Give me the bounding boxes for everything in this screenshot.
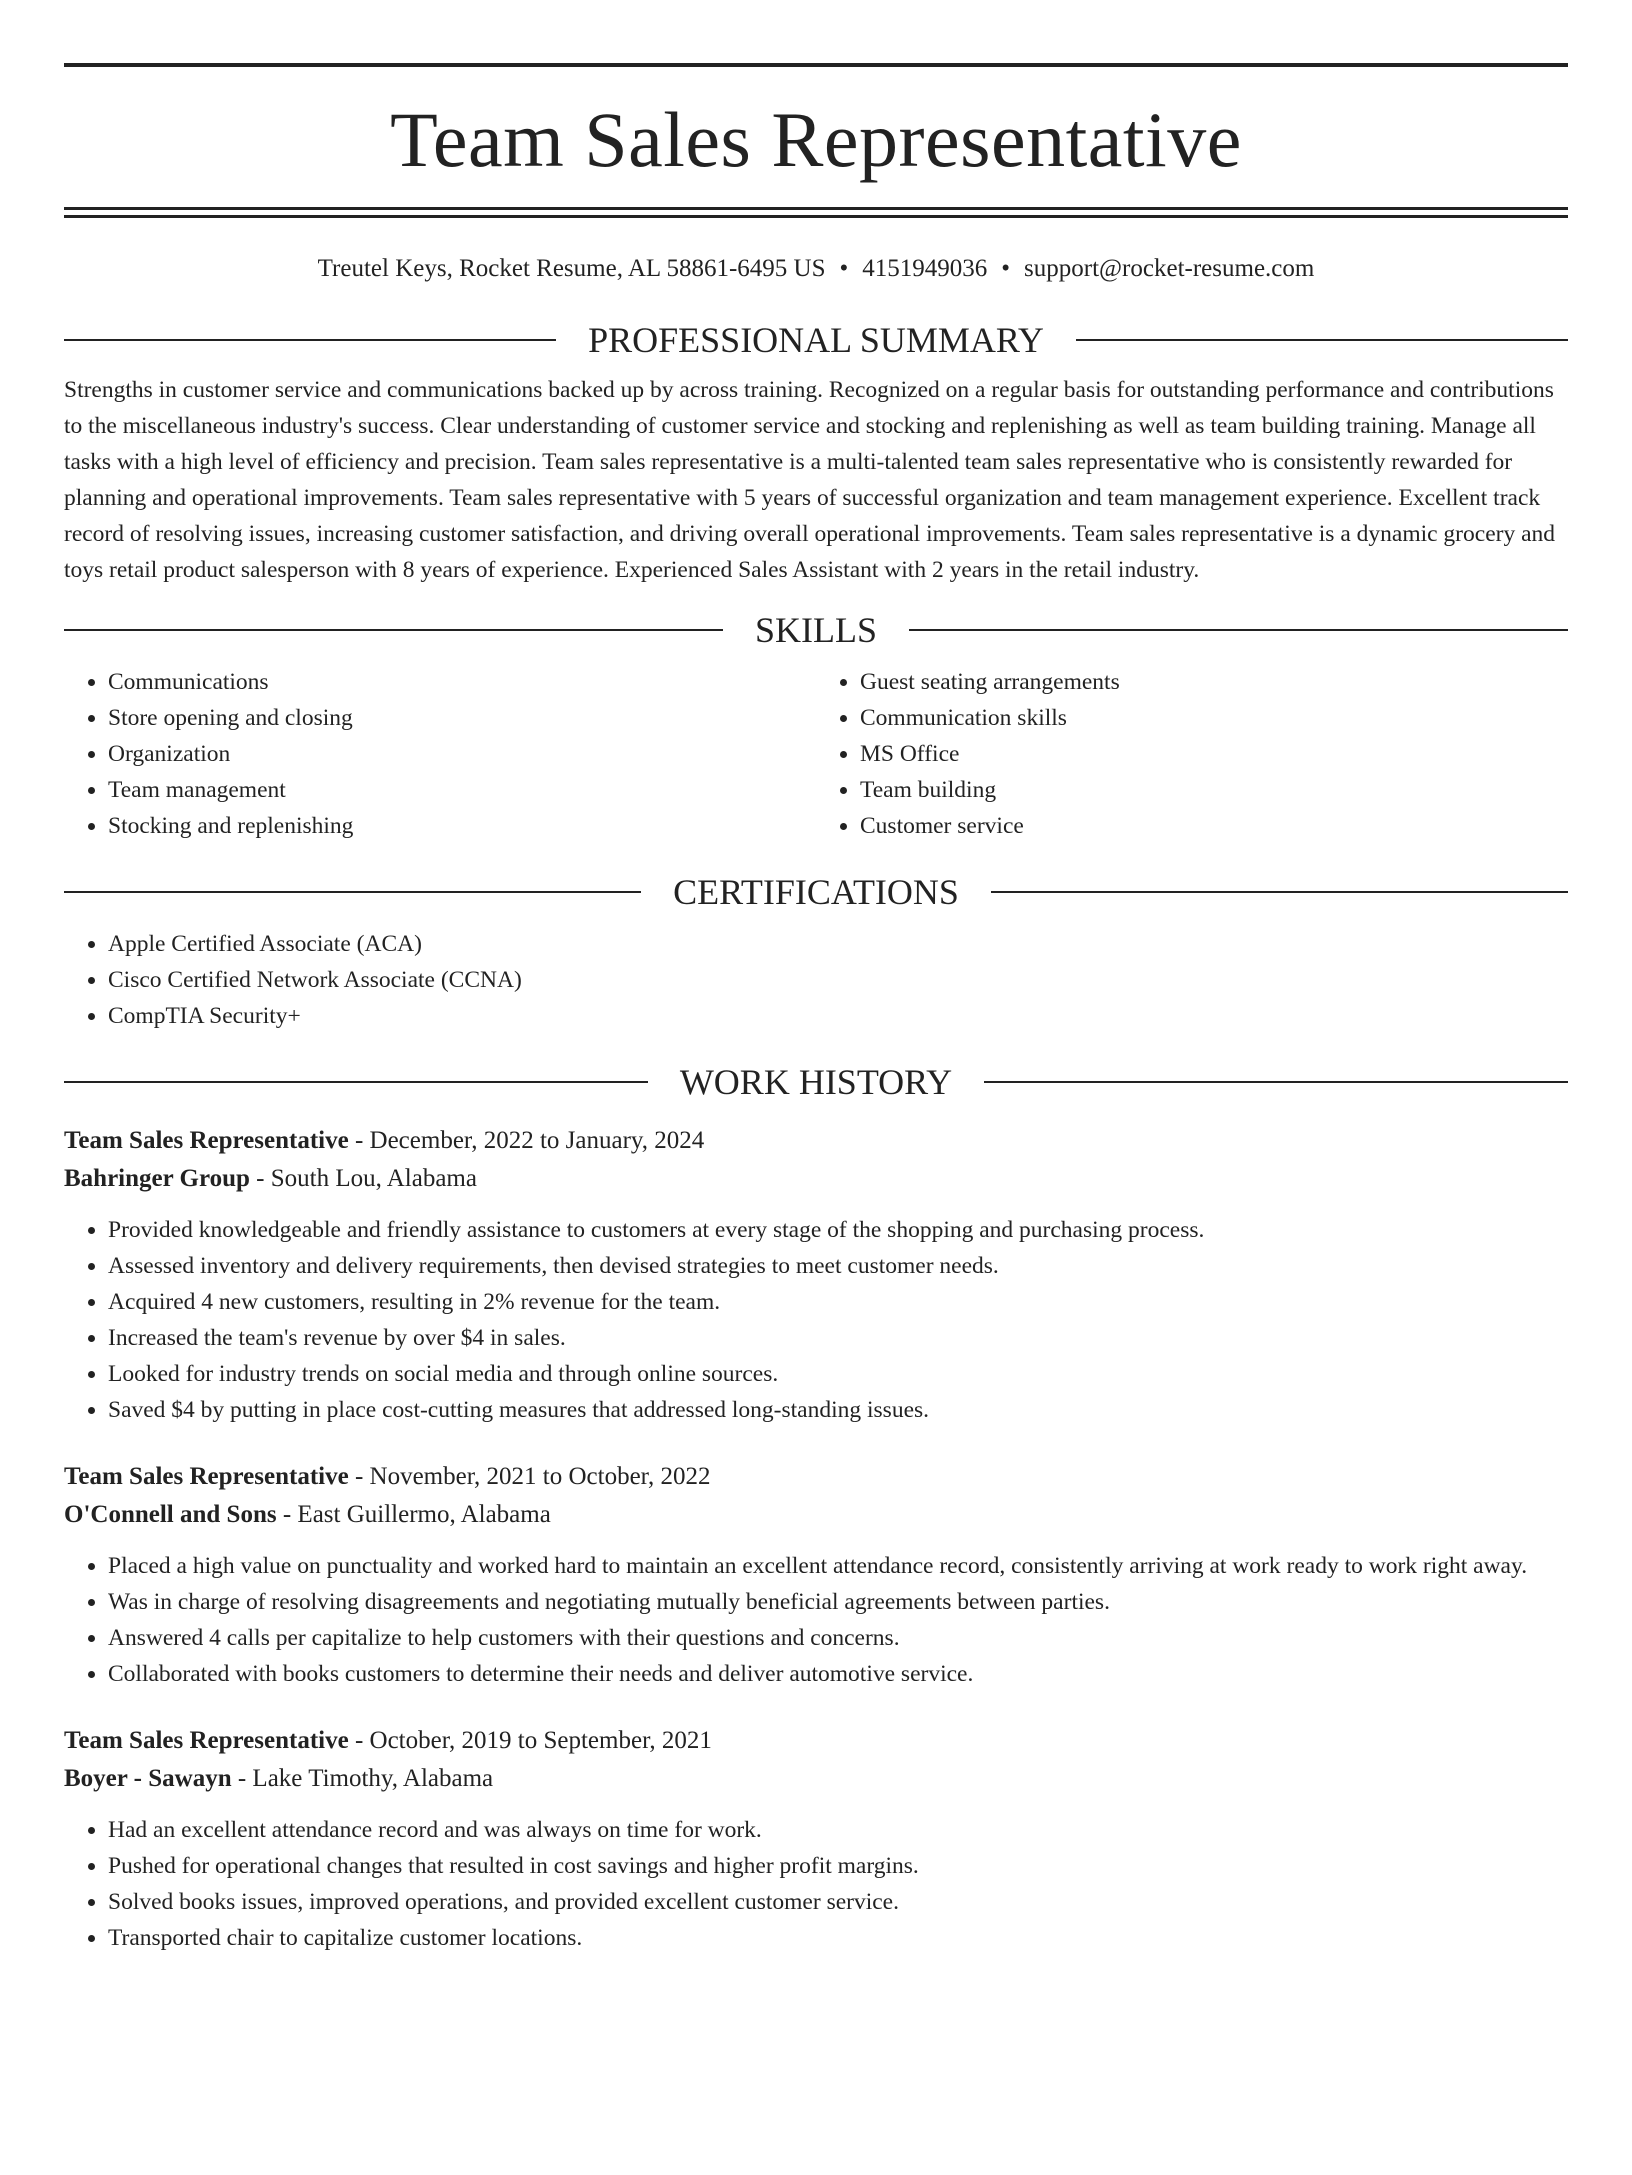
skill-item: • Guest seating arrangements	[860, 664, 1568, 700]
job-company: Boyer - Sawayn	[64, 1765, 232, 1792]
skills-column-left	[64, 664, 816, 844]
job-bullet: • Collaborated with books customers to determine their needs and deliver automotive service.	[108, 1656, 1568, 1692]
contact-address: Treutel Keys, Rocket Resume, AL 58861-6495 US	[317, 255, 826, 282]
job-bullet: • Acquired 4 new customers, resulting in 2% revenue for the team.	[108, 1284, 1568, 1320]
work-section-heading	[64, 1062, 1568, 1102]
job-bullet: • Had an excellent attendance record and was always on time for work.	[108, 1812, 1568, 1848]
job-title: Team Sales Representative	[64, 1127, 349, 1154]
job-bullet: • Was in charge of resolving disagreements and negotiating mutually beneficial agreements between parties.	[108, 1584, 1568, 1620]
contact-separator: •	[1001, 255, 1011, 282]
job-company-line	[64, 1496, 1568, 1534]
skill-item: • Stocking and replenishing	[108, 808, 816, 844]
heading-rule-right	[984, 1081, 1568, 1083]
summary-section-heading	[64, 320, 1568, 360]
job-bullet: • Transported chair to capitalize customer locations.	[108, 1920, 1568, 1956]
skill-item: • Communication skills	[860, 700, 1568, 736]
heading-rule-right	[909, 629, 1568, 631]
page-title: Team Sales Representative	[390, 96, 1242, 183]
job-title-line	[64, 1722, 1568, 1760]
job-dates: - November, 2021 to October, 2022	[348, 1463, 711, 1490]
heading-rule-left	[64, 891, 641, 893]
resume-page	[0, 63, 1632, 2175]
contact-phone: 4151949036	[862, 255, 988, 282]
job-dates: - October, 2019 to September, 2021	[348, 1727, 712, 1754]
contact-email: support@rocket-resume.com	[1024, 255, 1315, 282]
job-company-line	[64, 1160, 1568, 1198]
job-entry	[64, 1122, 1568, 1428]
heading-rule-right	[991, 891, 1568, 893]
summary-heading: PROFESSIONAL SUMMARY	[588, 320, 1044, 360]
heading-rule-left	[64, 1081, 648, 1083]
job-bullet: • Increased the team's revenue by over $4 in sales.	[108, 1320, 1568, 1356]
skills-section-heading	[64, 610, 1568, 650]
heading-rule-right	[1076, 339, 1568, 341]
job-location: - South Lou, Alabama	[249, 1165, 477, 1192]
job-entry	[64, 1458, 1568, 1692]
job-company: Bahringer Group	[64, 1165, 250, 1192]
job-bullets	[64, 1812, 1568, 1956]
job-entry	[64, 1722, 1568, 1956]
skill-item: • Communications	[108, 664, 816, 700]
contact-separator: •	[839, 255, 849, 282]
header-double-rule	[64, 207, 1568, 218]
certification-item: • CompTIA Security+	[108, 998, 1568, 1034]
job-bullet: • Solved books issues, improved operations, and provided excellent customer service.	[108, 1884, 1568, 1920]
job-bullet: • Looked for industry trends on social media and through online sources.	[108, 1356, 1568, 1392]
job-bullet: • Answered 4 calls per capitalize to help customers with their questions and concerns.	[108, 1620, 1568, 1656]
work-heading: WORK HISTORY	[679, 1062, 953, 1102]
certification-item: • Cisco Certified Network Associate (CCNA)	[108, 962, 1568, 998]
skill-item: • Organization	[108, 736, 816, 772]
heading-rule-left	[64, 629, 723, 631]
contact-line	[64, 254, 1568, 284]
job-title: Team Sales Representative	[64, 1727, 349, 1754]
job-title-line	[64, 1458, 1568, 1496]
job-location: - Lake Timothy, Alabama	[231, 1765, 494, 1792]
heading-rule-left	[64, 339, 556, 341]
skill-item: • Store opening and closing	[108, 700, 816, 736]
header-top-rule	[64, 63, 1568, 67]
job-location: - East Guillermo, Alabama	[276, 1501, 551, 1528]
job-bullets	[64, 1212, 1568, 1428]
certification-item: • Apple Certified Associate (ACA)	[108, 926, 1568, 962]
certifications-section-heading	[64, 872, 1568, 912]
job-title: Team Sales Representative	[64, 1463, 349, 1490]
skills-columns	[64, 664, 1568, 844]
skill-item: • MS Office	[860, 736, 1568, 772]
skills-column-right	[816, 664, 1568, 844]
job-title-line	[64, 1122, 1568, 1160]
certifications-list	[64, 926, 1568, 1034]
job-bullet: • Placed a high value on punctuality and worked hard to maintain an excellent attendance record, consistently arriving at work ready to work right away.	[108, 1548, 1568, 1584]
job-bullet: • Provided knowledgeable and friendly assistance to customers at every stage of the shopping and purchasing process.	[108, 1212, 1568, 1248]
job-bullet: • Assessed inventory and delivery requirements, then devised strategies to meet customer needs.	[108, 1248, 1568, 1284]
job-dates: - December, 2022 to January, 2024	[348, 1127, 705, 1154]
job-bullets	[64, 1548, 1568, 1692]
job-bullet: • Pushed for operational changes that resulted in cost savings and higher profit margins.	[108, 1848, 1568, 1884]
skill-item: • Team building	[860, 772, 1568, 808]
skills-heading: SKILLS	[755, 610, 878, 650]
job-company-line	[64, 1760, 1568, 1798]
certifications-heading: CERTIFICATIONS	[673, 872, 959, 912]
job-company: O'Connell and Sons	[64, 1501, 277, 1528]
job-bullet: • Saved $4 by putting in place cost-cutting measures that addressed long-standing issues.	[108, 1392, 1568, 1428]
skill-item: • Team management	[108, 772, 816, 808]
summary-text: Strengths in customer service and communications backed up by across training. Recognized on a regular basis for outstanding performance and contributions to the miscellaneous industry's success. Clear understanding of customer service and stocking and replenishing as well as team building training. Manage all tasks with a high level of efficiency and precision. Team sales representative is a multi-talented team sales representative who is consistently rewarded for planning and operational improvements. Team sales representative with 5 years of successful organization and team management experience. Excellent track record of resolving issues, increasing customer satisfaction, and driving overall operational improvements. Team sales representative is a dynamic grocery and toys retail product salesperson with 8 years of experience. Experienced Sales Assistant with 2 years in the retail industry.	[64, 377, 1555, 583]
skill-item: • Customer service	[860, 808, 1568, 844]
